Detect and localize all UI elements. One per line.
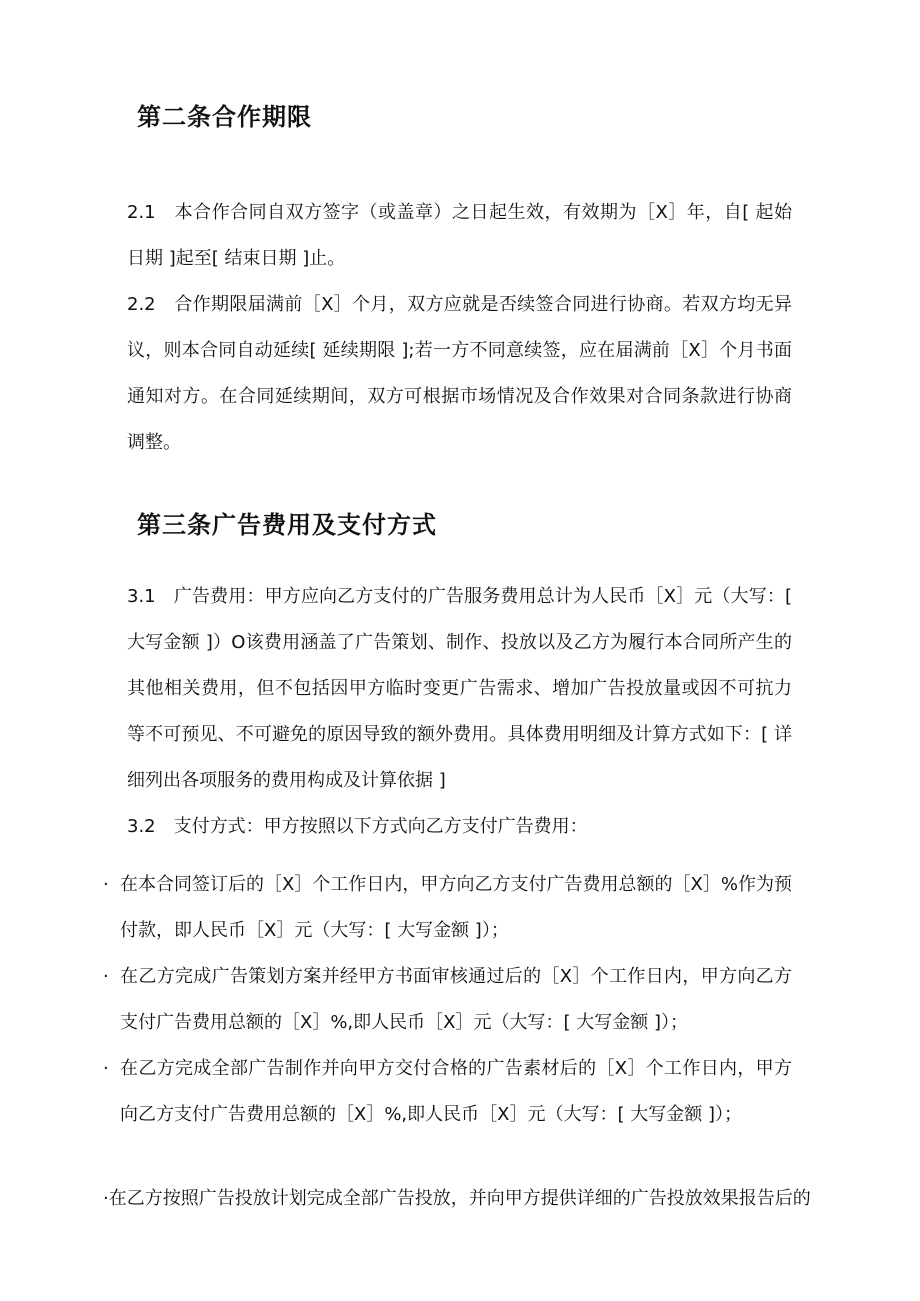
list-item [103,954,792,1046]
clause-3-1: 3.1 广告费用：甲方应向乙方支付的广告服务费用总计为人民币［X］元（大写：[ 大写金额 ]）O该费用涵盖了广告策划、制作、投放以及乙方为履行本合同所产生的其他相关费用，但不包括因甲方临时变更广告需求、增加广告投放量或因不可抗力等不可预见、不可避免的原因导致的额外费用。具体费用明细及计算方式如下：[ 详细列出各项服务的费用构成及计算依据 ] [127,586,792,791]
payment-term-after-plan-approval: 在乙方完成广告策划方案并经甲方书面审核通过后的［X］个工作日内，甲方向乙方支付广告费用总额的［X］%,即人民币［X］元（大写：[ 大写金额 ]）； [120,966,792,1033]
list-item [103,862,792,954]
payment-term-prepayment: 在本合同签订后的［X］个工作日内，甲方向乙方支付广告费用总额的［X］%作为预付款，即人民币［X］元（大写：[ 大写金额 ]）； [120,874,792,941]
section-heading-article-3: 第三条广告费用及支付方式 [137,511,437,539]
list-item [103,1046,792,1138]
bullet-dot-icon: · [103,874,109,895]
bullet-dot-icon: · [103,1058,109,1079]
payment-term-after-material-delivery: 在乙方完成全部广告制作并向甲方交付合格的广告素材后的［X］个工作日内，甲方向乙方支付广告费用总额的［X］%,即人民币［X］元（大写：[ 大写金额 ]）； [120,1058,792,1125]
bullet-dot-icon: · [103,966,109,987]
clause-2-2: 2.2 合作期限届满前［X］个月，双方应就是否续签合同进行协商。若双方均无异议，则本合同自动延续[ 延续期限 ];若一方不同意续签，应在届满前［X］个月书面通知对方。在合同延续期间，双方可根据市场情况及合作效果对合同条款进行协商调整。 [127,294,792,453]
payment-terms-list [103,862,792,1138]
clause-3-2: 3.2 支付方式：甲方按照以下方式向乙方支付广告费用： [127,816,588,837]
clause-2-1: 2.1 本合作合同自双方签字（或盖章）之日起生效，有效期为［X］年，自[ 起始日期 ]起至[ 结束日期 ]止。 [127,202,792,269]
payment-term-after-campaign-line: ·在乙方按照广告投放计划完成全部广告投放，并向甲方提供详细的广告投放效果报告后的 [103,1188,811,1209]
section-heading-article-2: 第二条合作期限 [137,103,312,131]
